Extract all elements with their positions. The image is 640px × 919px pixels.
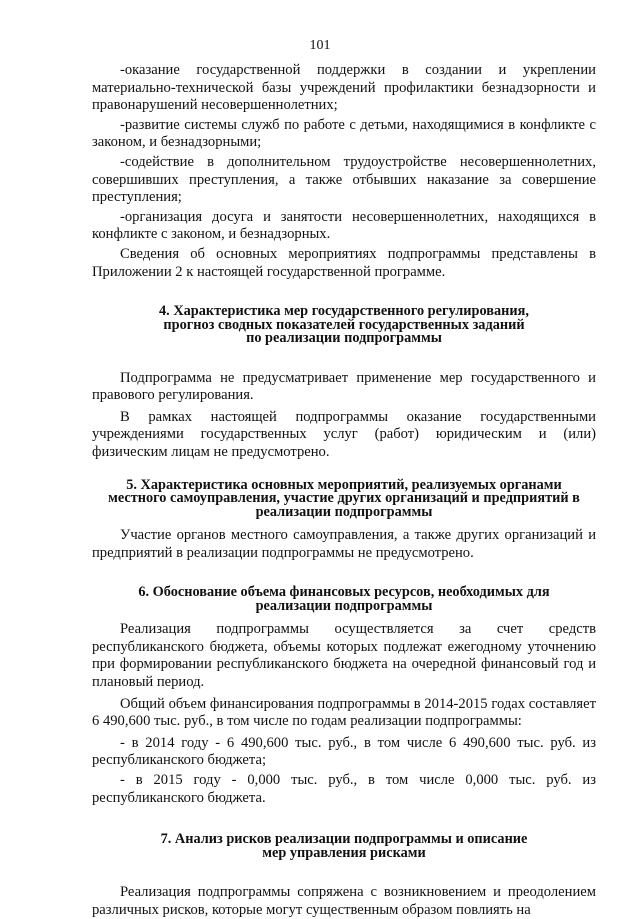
intro-paragraph: Сведения об основных мероприятиях подпрограммы представлены в Приложении 2 к настоящей государственной программе. <box>92 245 596 280</box>
list-item: -оказание государственной поддержки в создании и укреплении материально-технической базы учреждений профилактики безнадзорности и правонарушений несовершеннолетних; <box>92 62 596 114</box>
funding-year-item: - в 2014 году - 6 490,600 тыс. руб., в том числе 6 490,600 тыс. руб. из республиканского бюджета; <box>92 734 596 769</box>
list-item: -развитие системы служб по работе с детьми, находящимися в конфликте с законом, и безнадзорными; <box>92 116 596 151</box>
section-6-paragraph: Общий объем финансирования подпрограммы в 2014-2015 годах составляет 6 490,600 тыс. руб., в том числе по годам реализации подпрограммы: <box>92 695 596 730</box>
list-item: -содействие в дополнительном трудоустройстве несовершеннолетних, совершивших преступления, а также отбывших наказание за совершение преступления; <box>92 153 596 206</box>
section-5-heading: 5. Характеристика основных мероприятий, реализуемых органами местного самоуправления, участие других организаций и предприятий в реализации подпрограммы <box>108 476 580 520</box>
page-body <box>92 62 596 919</box>
section-7-heading: 7. Анализ рисков реализации подпрограммы и описание мер управления рисками <box>160 831 528 861</box>
section-4-paragraph: Подпрограмма не предусматривает применение мер государственного и правового регулирования. <box>92 369 596 404</box>
section-4-heading: 4. Характеристика мер государственного регулирования, прогноз сводных показателей государственных заданий по реализации подпрограммы <box>159 303 529 347</box>
section-4-paragraph: В рамках настоящей подпрограммы оказание государственными учреждениями государственных услуг (работ) юридическим и (или) физическим лицам не предусмотрено. <box>92 408 596 460</box>
section-6-heading: 6. Обоснование объема финансовых ресурсов, необходимых для реализации подпрограммы <box>138 584 550 614</box>
list-item: -организация досуга и занятости несовершеннолетних, находящихся в конфликте с законом, и безнадзорных. <box>92 208 596 243</box>
section-6-paragraph: Реализация подпрограммы осуществляется за счет средств республиканского бюджета, объемы которых подлежат ежегодному уточнению при формировании республиканского бюджета на очередной финансовый год и плановый период. <box>92 621 596 691</box>
section-5-paragraph: Участие органов местного самоуправления, а также других организаций и предприятий в реализации подпрограммы не предусмотрено. <box>92 527 596 561</box>
page-number: 101 <box>309 38 331 53</box>
funding-year-item: - в 2015 году - 0,000 тыс. руб., в том числе 0,000 тыс. руб. из республиканского бюджета. <box>92 772 596 806</box>
section-7-paragraph: Реализация подпрограммы сопряжена с возникновением и преодолением различных рисков, которые могут существенным образом повлиять на <box>92 884 596 918</box>
